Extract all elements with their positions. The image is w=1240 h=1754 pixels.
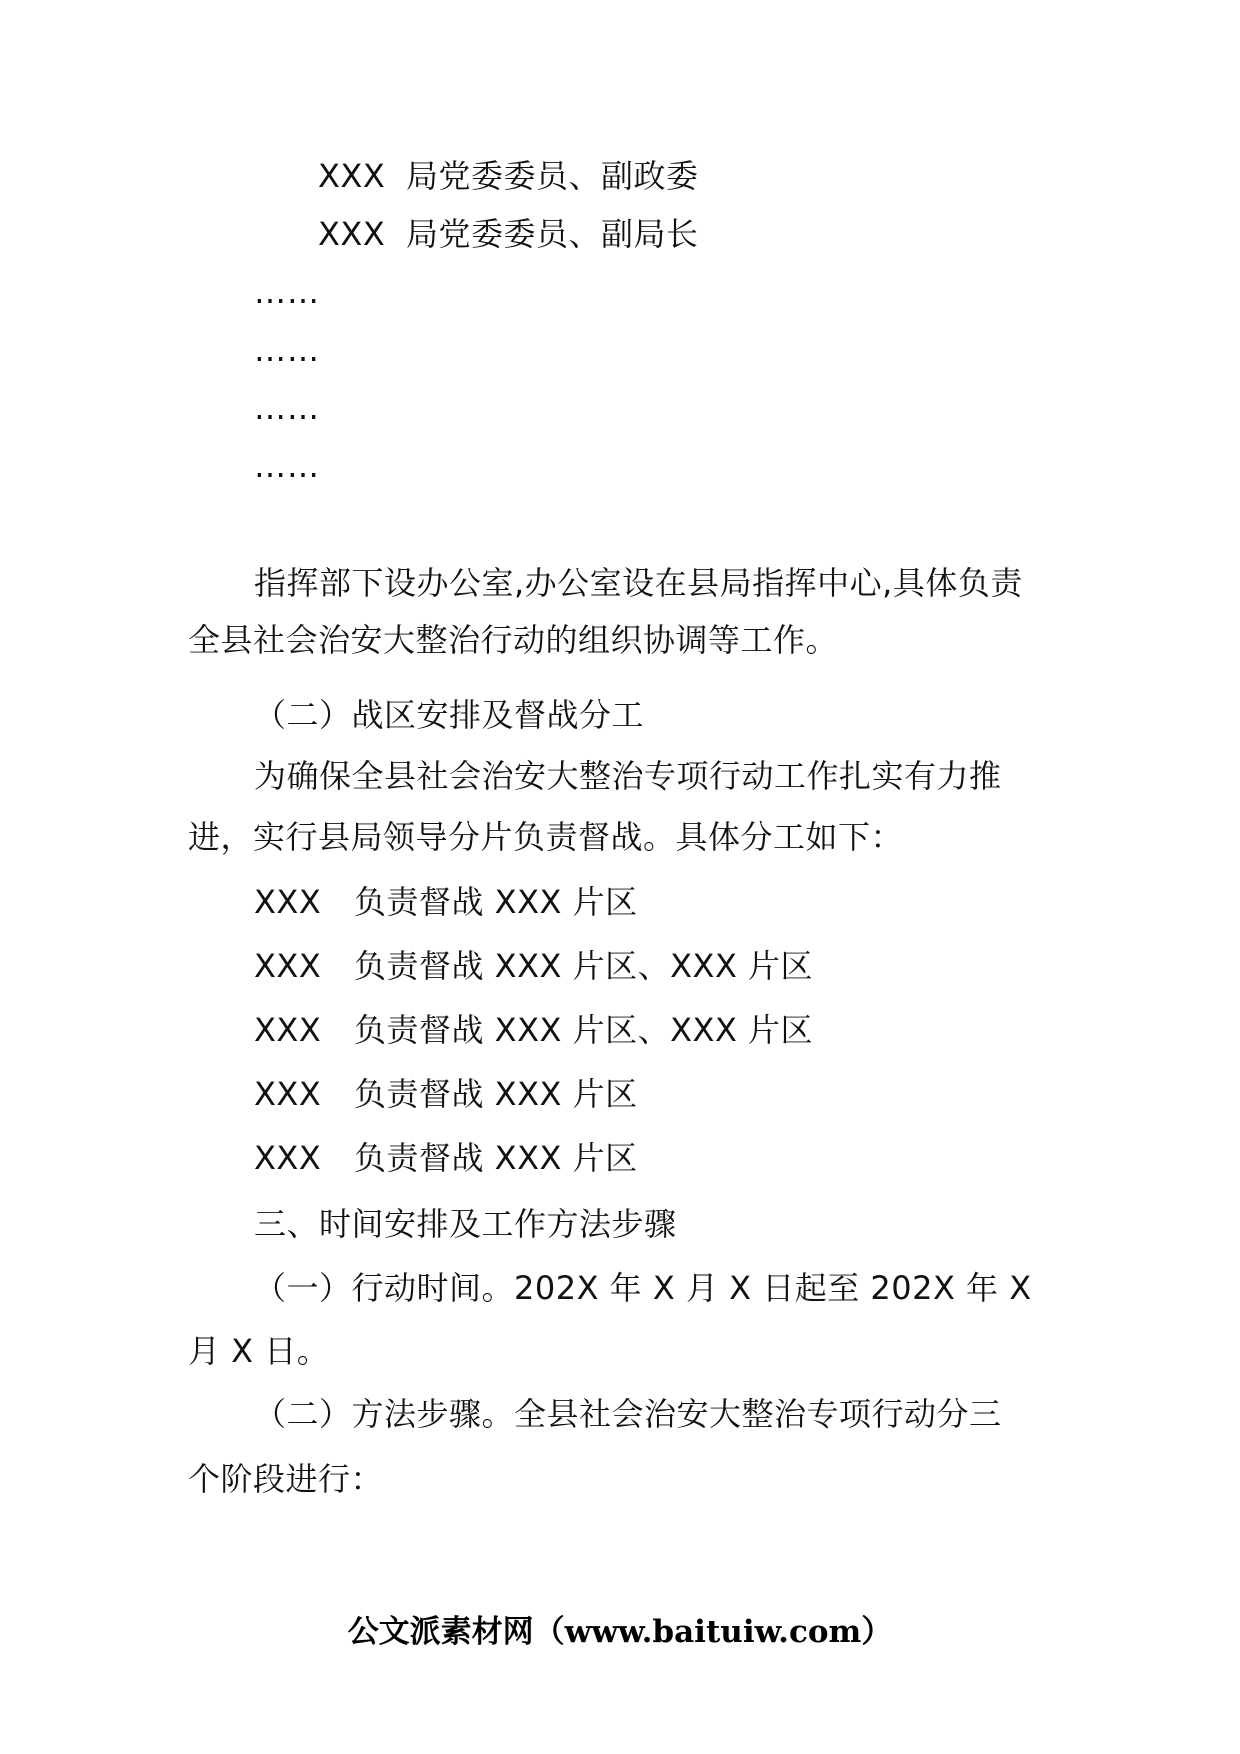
assignment-name: XXX	[254, 947, 322, 985]
assignment-duty: 负责督战 XXX 片区	[354, 883, 638, 921]
division-paragraph-line-1: 为确保全县社会治安大整治专项行动工作扎实有力推	[254, 757, 1002, 795]
member-title: 局党委委员、副局长	[406, 215, 699, 253]
section-heading-3: 三、时间安排及工作方法步骤	[254, 1205, 677, 1243]
assignment-duty: 负责督战 XXX 片区、XXX 片区	[354, 1011, 814, 1049]
action-time-line-2: 月 X 日。	[188, 1332, 330, 1370]
assignment-duty: 负责督战 XXX 片区	[354, 1075, 638, 1113]
ellipsis-line-4: ……	[254, 447, 320, 485]
assignment-name: XXX	[254, 1139, 322, 1177]
ellipsis-line-2: ……	[254, 331, 320, 369]
office-paragraph-line-2: 全县社会治安大整治行动的组织协调等工作。	[188, 621, 839, 659]
member-title: 局党委委员、副政委	[406, 157, 699, 195]
office-paragraph-line-1: 指挥部下设办公室,办公室设在县局指挥中心,具体负责	[254, 564, 1023, 602]
member-line-1	[318, 156, 699, 196]
action-time-line-1: （一）行动时间。202X 年 X 月 X 日起至 202X 年 X	[254, 1269, 1032, 1307]
assignment-line-3	[254, 1010, 813, 1050]
member-line-2	[318, 214, 699, 254]
division-paragraph-line-2: 进，实行县局领导分片负责督战。具体分工如下：	[188, 818, 904, 856]
assignment-duty: 负责督战 XXX 片区	[354, 1139, 638, 1177]
method-steps-line-2: 个阶段进行：	[188, 1460, 384, 1498]
assignment-name: XXX	[254, 883, 322, 921]
assignment-name: XXX	[254, 1011, 322, 1049]
member-name: XXX	[318, 215, 386, 253]
assignment-name: XXX	[254, 1075, 322, 1113]
member-name: XXX	[318, 157, 386, 195]
ellipsis-line-3: ……	[254, 389, 320, 427]
method-steps-line-1: （二）方法步骤。全县社会治安大整治专项行动分三	[254, 1395, 1002, 1433]
assignment-line-2	[254, 946, 813, 986]
assignment-duty: 负责督战 XXX 片区、XXX 片区	[354, 947, 814, 985]
ellipsis-line-1: ……	[254, 273, 320, 311]
footer-source: 公文派素材网（www.baituiw.com）	[347, 1614, 893, 1650]
assignment-line-4	[254, 1074, 638, 1114]
assignment-line-5	[254, 1138, 638, 1178]
section-heading-2: （二）战区安排及督战分工	[254, 696, 645, 734]
assignment-line-1	[254, 882, 638, 922]
